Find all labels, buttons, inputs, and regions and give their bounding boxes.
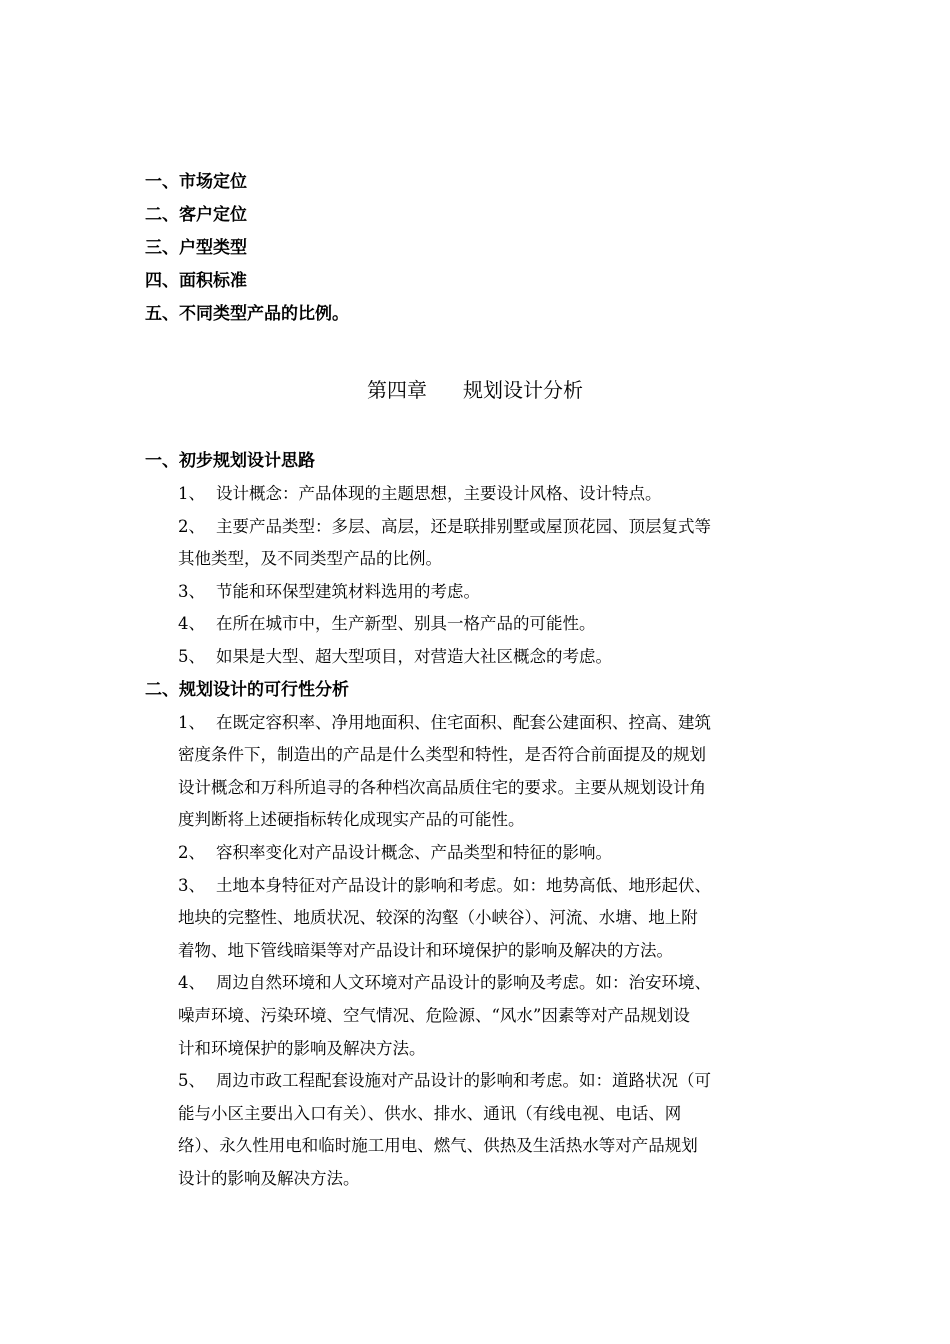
list-item	[145, 511, 795, 544]
item-number: 1、	[178, 484, 205, 503]
chapter-body	[145, 445, 795, 1195]
item-text: 如果是大型、超大型项目，对营造大社区概念的考虑。	[216, 646, 612, 666]
item-text-continued: 设计的影响及解决方法。	[178, 1168, 360, 1188]
list-item	[145, 576, 795, 609]
outline-item: 一、市场定位	[145, 172, 247, 192]
item-text: 在既定容积率、净用地面积、住宅面积、配套公建面积、控高、建筑	[216, 712, 711, 732]
chapter-heading	[0, 373, 950, 407]
item-text: 容积率变化对产品设计概念、产品类型和特征的影响。	[216, 842, 612, 862]
chapter-number: 第四章	[367, 378, 427, 402]
item-text-continued: 密度条件下，制造出的产品是什么类型和特性，是否符合前面提及的规划	[178, 745, 706, 765]
item-number: 5、	[178, 1071, 205, 1091]
item-number: 5、	[178, 646, 205, 666]
item-number: 2、	[178, 842, 205, 862]
item-text-continued: 能与小区主要出入口有关）、供水、排水、通讯（有线电视、电话、网	[178, 1103, 682, 1123]
item-text: 设计概念：产品体现的主题思想，主要设计风格、设计特点。	[216, 484, 662, 503]
list-item	[145, 967, 795, 1000]
section-heading: 一、初步规划设计思路	[145, 451, 315, 471]
item-text: 节能和环保型建筑材料选用的考虑。	[216, 581, 480, 601]
outline-item: 五、不同类型产品的比例。	[145, 304, 349, 324]
item-text: 主要产品类型：多层、高层，还是联排别墅或屋顶花园、顶层复式等	[216, 516, 711, 536]
item-text-continued: 地块的完整性、地质状况、较深的沟壑（小峡谷）、河流、水塘、地上附	[178, 908, 698, 928]
item-text-continued: 其他类型，及不同类型产品的比例。	[178, 549, 442, 569]
item-text-continued: 络）、永久性用电和临时施工用电、燃气、供热及生活热水等对产品规划	[178, 1136, 698, 1156]
item-text: 周边自然环境和人文环境对产品设计的影响及考虑。如：治安环境、	[216, 973, 711, 993]
item-text-continued: 设计概念和万科所追寻的各种档次高品质住宅的要求。主要从规划设计角	[178, 777, 706, 797]
item-text-continued: 噪声环境、污染环境、空气情况、危险源、“风水”因素等对产品规划设	[178, 1005, 690, 1025]
item-number: 4、	[178, 614, 205, 634]
list-item	[145, 608, 795, 641]
outline-item: 三、户型类型	[145, 238, 247, 258]
item-text: 周边市政工程配套设施对产品设计的影响和考虑。如：道路状况（可	[216, 1071, 711, 1091]
list-item	[145, 641, 795, 674]
outline-list	[145, 166, 349, 331]
item-number: 3、	[178, 875, 205, 895]
item-number: 2、	[178, 516, 205, 536]
chapter-title: 规划设计分析	[463, 378, 583, 402]
item-number: 1、	[178, 712, 205, 732]
item-text-continued: 度判断将上述硬指标转化成现实产品的可能性。	[178, 810, 525, 830]
list-item	[145, 870, 795, 903]
list-item	[145, 1065, 795, 1098]
item-number: 3、	[178, 581, 205, 601]
item-number: 4、	[178, 973, 205, 993]
item-text: 在所在城市中，生产新型、别具一格产品的可能性。	[216, 614, 596, 634]
section-heading: 二、规划设计的可行性分析	[145, 679, 349, 700]
outline-item: 二、客户定位	[145, 205, 247, 225]
item-text: 土地本身特征对产品设计的影响和考虑。如：地势高低、地形起伏、	[216, 875, 711, 895]
item-text-continued: 着物、地下管线暗渠等对产品设计和环境保护的影响及解决的方法。	[178, 940, 673, 960]
item-text-continued: 计和环境保护的影响及解决方法。	[178, 1038, 426, 1058]
list-item	[145, 837, 795, 870]
list-item	[145, 707, 795, 740]
outline-item: 四、面积标准	[145, 271, 247, 291]
list-item	[145, 478, 795, 511]
